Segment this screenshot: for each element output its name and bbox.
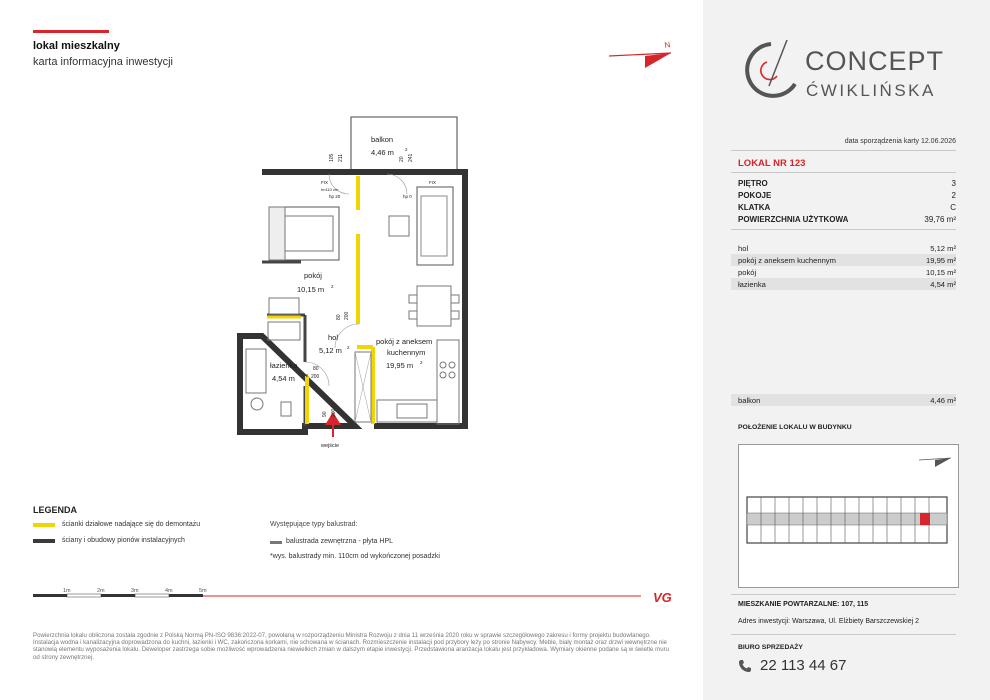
balustrade-item: balustrada zewnętrzna - płyta HPL — [286, 538, 393, 545]
svg-text:211: 211 — [338, 154, 344, 162]
legend-item-demountable: ścianki działowe nadające się do demontażu — [62, 521, 201, 528]
svg-text:3m: 3m — [131, 588, 139, 594]
location-title: POŁOŻENIE LOKALU W BUDYNKU — [738, 424, 852, 431]
room-row-balkon: balkon 4,46 m² — [731, 394, 956, 406]
svg-text:hn110 cm: hn110 cm — [321, 187, 339, 192]
svg-text:200: 200 — [344, 311, 350, 320]
svg-text:1m: 1m — [63, 588, 71, 594]
divider — [731, 172, 956, 173]
row-pokoje: POKOJE 2 — [738, 191, 956, 200]
svg-text:2: 2 — [347, 345, 350, 350]
unit-marker — [920, 513, 930, 525]
svg-text:2m: 2m — [97, 588, 105, 594]
legend-swatch-yellow — [33, 523, 55, 527]
divider — [731, 634, 956, 635]
hol-area: 5,12 m — [319, 346, 342, 355]
svg-text:hp 0: hp 0 — [403, 194, 412, 199]
room-row-kitchen: pokój z aneksem kuchennym 19,95 m² — [731, 254, 956, 266]
balustrade-note: *wys. balustrady min. 110cm od wykończonej posadzki — [270, 553, 440, 560]
svg-text:FIX: FIX — [321, 180, 329, 185]
sales-office-title: BIURO SPRZEDAŻY — [738, 644, 803, 651]
kitchen-area: 19,95 m — [386, 361, 414, 370]
svg-text:241: 241 — [408, 153, 414, 162]
balustrade-title: Występujące typy balustrad: — [270, 521, 358, 528]
pokoj-area: 10,15 m — [297, 285, 325, 294]
lokal-number: LOKAL NR 123 — [738, 158, 806, 169]
row-pietro: PIĘTRO 3 — [738, 179, 956, 188]
floor-plan — [237, 112, 472, 452]
svg-text:FIX: FIX — [429, 180, 437, 185]
document-title: lokal mieszkalny — [33, 40, 120, 52]
svg-text:105: 105 — [329, 153, 335, 162]
repeat-units: MIESZKANIE POWTARZALNE: 107, 115 — [738, 601, 869, 608]
balkon-label: balkon — [371, 135, 394, 144]
phone-icon — [738, 659, 752, 673]
phone-number[interactable]: 22 113 44 67 — [760, 657, 847, 674]
room-row-pokoj: pokój 10,15 m² — [738, 267, 956, 277]
svg-text:200: 200 — [331, 408, 337, 417]
svg-text:20: 20 — [399, 156, 405, 162]
balcony-outline — [351, 117, 457, 173]
svg-text:5m: 5m — [199, 588, 207, 594]
header-accent-bar — [33, 30, 109, 33]
kitchen-label-2: kuchennym — [387, 348, 426, 357]
kitchen-label-1: pokój z aneksem — [376, 337, 433, 346]
pokoj-label: pokój — [304, 271, 322, 280]
brand-logo — [737, 36, 967, 106]
row-powierzchnia: POWIERZCHNIA UŻYTKOWA 39,76 m² — [738, 215, 956, 224]
footnote: Powierzchnia lokalu obliczona została zgodnie z Polską Normą PN-ISO 9836:2022-07, powołaną w rozporządzeniu Ministra Rozwoju z dnia 11 września 2020 roku w sprawie szczegółowego zakresu i formy projektu budowlanego. Instalacja wodna i kanalizacyjna doprowadzona do kuchni, łazienki i WC, zakończona korkami, nie schowana w ścianach. Rozmieszczenie instalacji pod przybory leży po stronie Nabywcy. Meble, biały montaż oraz drzwi wewnętrzne nie stanowią elementu wyposażenia lokalu. Deweloper zastrzega sobie możliwość wprowadzenia niewielkich zmian w dalszym etapie inwestycji. Przedstawiona aranżacja lokalu jest przykładowa. Wymiary okienne podane są w świetle muru od strony zewnętrznej. — [33, 632, 670, 661]
divider — [731, 229, 956, 230]
legend-item-walls: ściany i obudowy pionów instalacyjnych — [62, 537, 185, 544]
document-subtitle: karta informacyjna inwestycji — [33, 56, 173, 68]
card-date: data sporządzenia karty 12.06.2026 — [844, 138, 956, 145]
svg-text:2: 2 — [331, 284, 334, 289]
room-row-hol: hol 5,12 m² — [738, 243, 956, 253]
phone-row[interactable] — [738, 657, 846, 674]
lazienka-area: 4,54 m — [272, 374, 295, 383]
address: Adres inwestycji: Warszawa, Ul. Elżbiety Barszczewskiej 2 — [738, 618, 920, 625]
building-site-plan — [738, 444, 959, 588]
entrance-label: wejście — [321, 443, 340, 449]
north-arrow-icon — [605, 40, 675, 72]
svg-text:2: 2 — [306, 373, 309, 378]
balkon-area: 4,46 m — [371, 148, 394, 157]
row-klatka: KLATKA C — [738, 203, 956, 212]
svg-text:N: N — [663, 40, 672, 50]
legend-swatch-dark — [33, 539, 55, 543]
svg-text:90: 90 — [322, 411, 328, 417]
lazienka-label: łazienka — [270, 361, 298, 370]
room-row-lazienka: łazienka 4,54 m² — [731, 278, 956, 290]
balustrade-swatch — [270, 541, 282, 544]
svg-text:80: 80 — [336, 314, 342, 320]
vg-mark: VG — [653, 590, 672, 605]
svg-text:hp 20: hp 20 — [329, 194, 341, 199]
brand-name-1: CONCEPT — [805, 46, 945, 76]
brand-name-2: ĆWIKLIŃSKA — [806, 81, 936, 100]
divider — [731, 594, 956, 595]
scale-bar — [33, 586, 641, 606]
svg-text:4m: 4m — [165, 588, 173, 594]
divider — [731, 150, 956, 151]
svg-text:80: 80 — [313, 366, 319, 372]
hol-label: hol — [328, 333, 339, 342]
svg-text:2: 2 — [420, 360, 423, 365]
svg-text:2: 2 — [405, 147, 408, 152]
svg-text:200: 200 — [311, 374, 320, 380]
legend-title: LEGENDA — [33, 505, 78, 515]
